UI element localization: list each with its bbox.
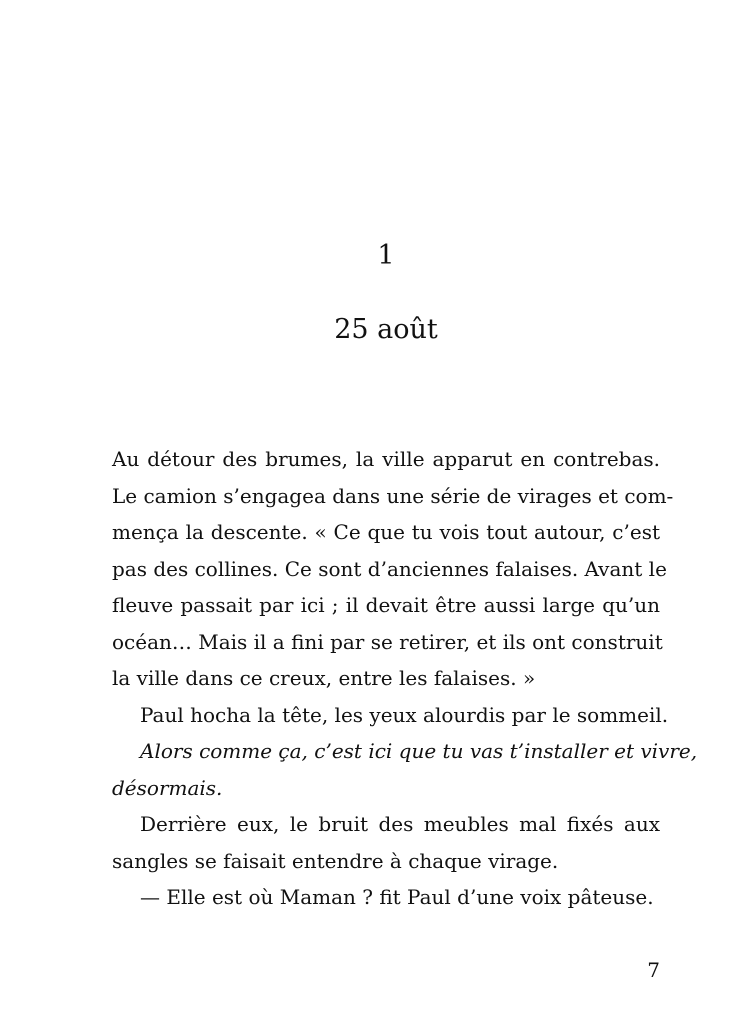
text-line: Derrière eux, le bruit des meubles mal fixés aux: [140, 812, 660, 836]
text-line: la ville dans ce creux, entre les falaises. »: [112, 666, 536, 690]
italic-text-line: désormais.: [112, 775, 223, 800]
text-line: océan… Mais il a fini par se retirer, et ils ont construit: [112, 629, 663, 654]
text-line: fleuve passait par ici ; il devait être aussi large qu’un: [112, 593, 660, 617]
text-line: Le camion s’engagea dans une série de virages et com-: [112, 483, 674, 508]
italic-text-line: Alors comme ça, c’est ici que tu vas t’installer et vivre,: [140, 739, 698, 763]
chapter-number: 1: [377, 240, 395, 271]
text-line: pas des collines. Ce sont d’anciennes falaises. Avant le: [112, 556, 667, 581]
text-line: Au détour des brumes, la ville apparut en contrebas.: [112, 447, 660, 471]
text-line: mença la descente. « Ce que tu vois tout autour, c’est: [112, 520, 660, 544]
chapter-title: 25 août: [334, 314, 438, 345]
text-line: Paul hocha la tête, les yeux alourdis par le sommeil.: [140, 702, 669, 727]
body-text: [112, 441, 698, 916]
dialogue-line: — Elle est où Maman ? fit Paul d’une voix pâteuse.: [140, 885, 654, 909]
text-line: sangles se faisait entendre à chaque virage.: [112, 848, 559, 873]
page-number: 7: [647, 958, 660, 982]
